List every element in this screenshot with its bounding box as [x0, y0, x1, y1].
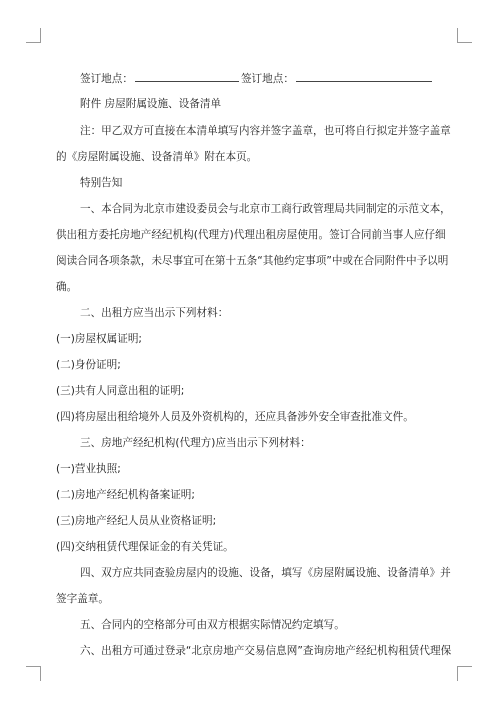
- para1-line-4: 确。: [56, 281, 78, 293]
- signing-place-blank-2: [296, 70, 432, 82]
- para1-line-3: 阅读合同各项条款，未尽事宜可在第十五条“其他约定事项”中或在合同附件中予以明: [56, 255, 449, 267]
- para2-title: 二、出租方应当出示下列材料：: [80, 307, 229, 319]
- signing-place-line: [80, 70, 440, 86]
- note-line-2: 的《房屋附属设施、设备清单》附在本页。: [56, 151, 258, 163]
- signing-place-blank-1: [135, 70, 239, 82]
- para2-item-2: (二)身份证明;: [56, 359, 121, 371]
- crop-mark-top-right: [457, 28, 472, 43]
- special-notice-title: 特别告知: [80, 177, 123, 189]
- para5: 五、合同内的空格部分可由双方根据实际情况约定填写。: [80, 619, 345, 631]
- para3-title: 三、房地产经纪机构(代理方)应当出示下列材料：: [80, 437, 311, 449]
- para6-line-1: 六、出租方可通过登录“北京房地产交易信息网”查询房地产经纪机构租赁代理保: [80, 645, 452, 657]
- para2-item-3: (三)共有人同意出租的证明;: [56, 385, 185, 397]
- para2-item-4: (四)将房屋出租给境外人员及外资机构的，还应具备涉外安全审查批准文件。: [56, 411, 414, 423]
- signing-place-label-1: 签订地点：: [80, 73, 133, 85]
- para3-item-1: (一)营业执照;: [56, 463, 121, 475]
- para3-item-4: (四)交纳租赁代理保证金的有关凭证。: [56, 541, 234, 553]
- signing-place-label-2: 签订地点：: [240, 73, 294, 85]
- para4-line-1: 四、双方应共同查验房屋内的设施、设备，填写《房屋附属设施、设备清单》并: [80, 567, 451, 579]
- note-line-1: 注：甲乙双方可直接在本清单填写内容并签字盖章，也可将自行拟定并签字盖章: [80, 125, 451, 137]
- para2-item-1: (一)房屋权属证明;: [56, 333, 142, 345]
- crop-mark-bottom-left: [26, 666, 41, 681]
- crop-mark-top-left: [26, 28, 41, 43]
- para3-item-2: (二)房地产经纪机构备案证明;: [56, 489, 195, 501]
- crop-mark-bottom-right: [457, 666, 472, 681]
- para4-line-2: 签字盖章。: [56, 593, 109, 605]
- para1-line-2: 供出租方委托房地产经纪机构(代理方)代理出租房屋使用。签订合同前当事人应仔细: [56, 229, 446, 241]
- para1-line-1: 一、本合同为北京市建设委员会与北京市工商行政管理局共同制定的示范文本，: [80, 203, 451, 215]
- para3-item-3: (三)房地产经纪人员从业资格证明;: [56, 515, 217, 527]
- appendix-title: 附件 房屋附属设施、设备清单: [80, 98, 222, 110]
